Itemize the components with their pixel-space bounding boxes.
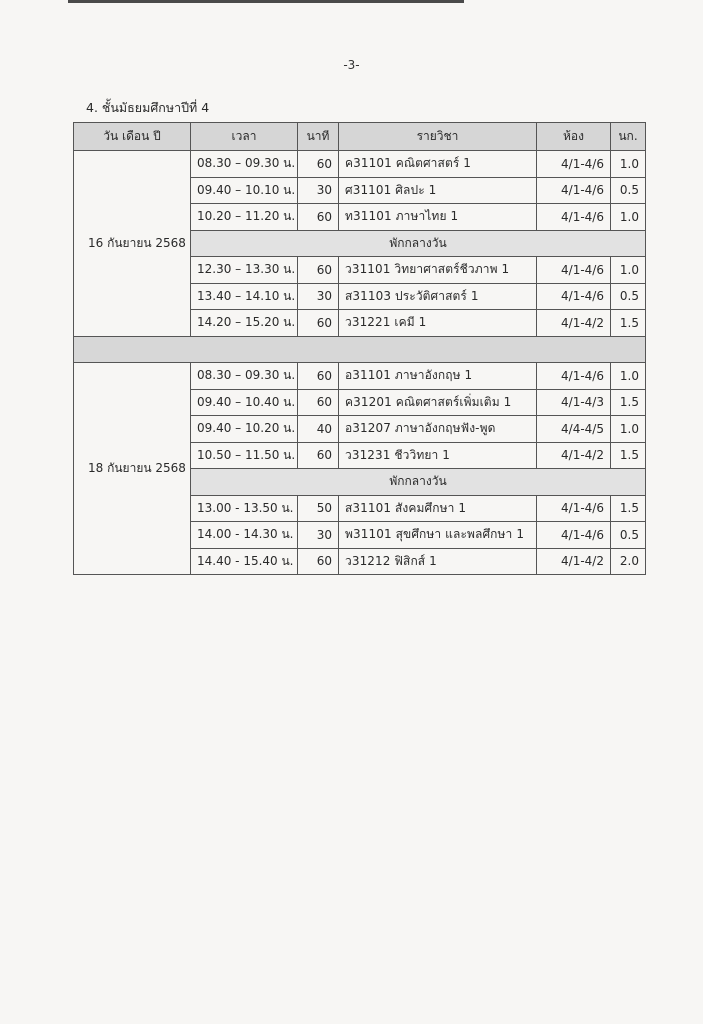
time-cell: 10.50 – 11.50 น. <box>191 442 298 469</box>
separator-cell <box>74 336 646 363</box>
credits-cell: 1.0 <box>611 204 646 231</box>
credits-cell: 2.0 <box>611 548 646 575</box>
subject-cell: อ31101 ภาษาอังกฤษ 1 <box>339 363 537 390</box>
time-cell: 08.30 – 09.30 น. <box>191 151 298 178</box>
minutes-cell: 60 <box>298 257 339 284</box>
time-cell: 14.40 - 15.40 น. <box>191 548 298 575</box>
room-cell: 4/1-4/2 <box>537 442 611 469</box>
exam-schedule-table <box>73 122 646 575</box>
subject-cell: ค31101 คณิตศาสตร์ 1 <box>339 151 537 178</box>
minutes-cell: 60 <box>298 310 339 337</box>
header-time: เวลา <box>191 123 298 151</box>
header-row <box>74 123 646 151</box>
header-credits: นก. <box>611 123 646 151</box>
time-cell: 09.40 – 10.40 น. <box>191 389 298 416</box>
room-cell: 4/1-4/6 <box>537 363 611 390</box>
date-cell: 16 กันยายน 2568 <box>74 151 191 337</box>
credits-cell: 0.5 <box>611 283 646 310</box>
room-cell: 4/1-4/6 <box>537 283 611 310</box>
separator-row <box>74 336 646 363</box>
subject-cell: อ31207 ภาษาอังกฤษฟัง-พูด <box>339 416 537 443</box>
room-cell: 4/1-4/6 <box>537 151 611 178</box>
time-cell: 10.20 – 11.20 น. <box>191 204 298 231</box>
subject-cell: ท31101 ภาษาไทย 1 <box>339 204 537 231</box>
credits-cell: 1.0 <box>611 151 646 178</box>
time-cell: 14.20 – 15.20 น. <box>191 310 298 337</box>
subject-cell: ค31201 คณิตศาสตร์เพิ่มเติม 1 <box>339 389 537 416</box>
schedule-body <box>74 151 646 575</box>
subject-cell: ศ31101 ศิลปะ 1 <box>339 177 537 204</box>
minutes-cell: 30 <box>298 283 339 310</box>
subject-cell: ส31103 ประวัติศาสตร์ 1 <box>339 283 537 310</box>
page-number: -3- <box>343 58 360 72</box>
minutes-cell: 60 <box>298 204 339 231</box>
time-cell: 13.00 - 13.50 น. <box>191 495 298 522</box>
room-cell: 4/4-4/5 <box>537 416 611 443</box>
room-cell: 4/1-4/6 <box>537 495 611 522</box>
minutes-cell: 30 <box>298 522 339 549</box>
credits-cell: 0.5 <box>611 522 646 549</box>
header-minutes: นาที <box>298 123 339 151</box>
subject-cell: ว31212 ฟิสิกส์ 1 <box>339 548 537 575</box>
time-cell: 14.00 - 14.30 น. <box>191 522 298 549</box>
subject-cell: พ31101 สุขศึกษา และพลศึกษา 1 <box>339 522 537 549</box>
table-row <box>74 151 646 178</box>
room-cell: 4/1-4/6 <box>537 522 611 549</box>
credits-cell: 1.0 <box>611 363 646 390</box>
lunch-label: พักกลางวัน <box>191 469 646 496</box>
credits-cell: 1.5 <box>611 389 646 416</box>
subject-cell: ว31101 วิทยาศาสตร์ชีวภาพ 1 <box>339 257 537 284</box>
subject-cell: ส31101 สังคมศึกษา 1 <box>339 495 537 522</box>
header-room: ห้อง <box>537 123 611 151</box>
room-cell: 4/1-4/6 <box>537 177 611 204</box>
minutes-cell: 40 <box>298 416 339 443</box>
subject-cell: ว31221 เคมี 1 <box>339 310 537 337</box>
time-cell: 13.40 – 14.10 น. <box>191 283 298 310</box>
room-cell: 4/1-4/6 <box>537 204 611 231</box>
section-title: 4. ชั้นมัธยมศึกษาปีที่ 4 <box>86 100 210 115</box>
minutes-cell: 60 <box>298 548 339 575</box>
room-cell: 4/1-4/3 <box>537 389 611 416</box>
room-cell: 4/1-4/2 <box>537 548 611 575</box>
header-subject: รายวิชา <box>339 123 537 151</box>
minutes-cell: 60 <box>298 389 339 416</box>
lunch-label: พักกลางวัน <box>191 230 646 257</box>
room-cell: 4/1-4/6 <box>537 257 611 284</box>
room-cell: 4/1-4/2 <box>537 310 611 337</box>
credits-cell: 1.0 <box>611 257 646 284</box>
minutes-cell: 60 <box>298 442 339 469</box>
top-rule <box>68 0 464 3</box>
table-row <box>74 363 646 390</box>
minutes-cell: 50 <box>298 495 339 522</box>
time-cell: 09.40 – 10.20 น. <box>191 416 298 443</box>
credits-cell: 0.5 <box>611 177 646 204</box>
time-cell: 08.30 – 09.30 น. <box>191 363 298 390</box>
credits-cell: 1.5 <box>611 495 646 522</box>
credits-cell: 1.5 <box>611 442 646 469</box>
subject-cell: ว31231 ชีววิทยา 1 <box>339 442 537 469</box>
credits-cell: 1.5 <box>611 310 646 337</box>
header-date: วัน เดือน ปี <box>74 123 191 151</box>
date-cell: 18 กันยายน 2568 <box>74 363 191 575</box>
minutes-cell: 30 <box>298 177 339 204</box>
time-cell: 09.40 – 10.10 น. <box>191 177 298 204</box>
minutes-cell: 60 <box>298 151 339 178</box>
minutes-cell: 60 <box>298 363 339 390</box>
time-cell: 12.30 – 13.30 น. <box>191 257 298 284</box>
credits-cell: 1.0 <box>611 416 646 443</box>
